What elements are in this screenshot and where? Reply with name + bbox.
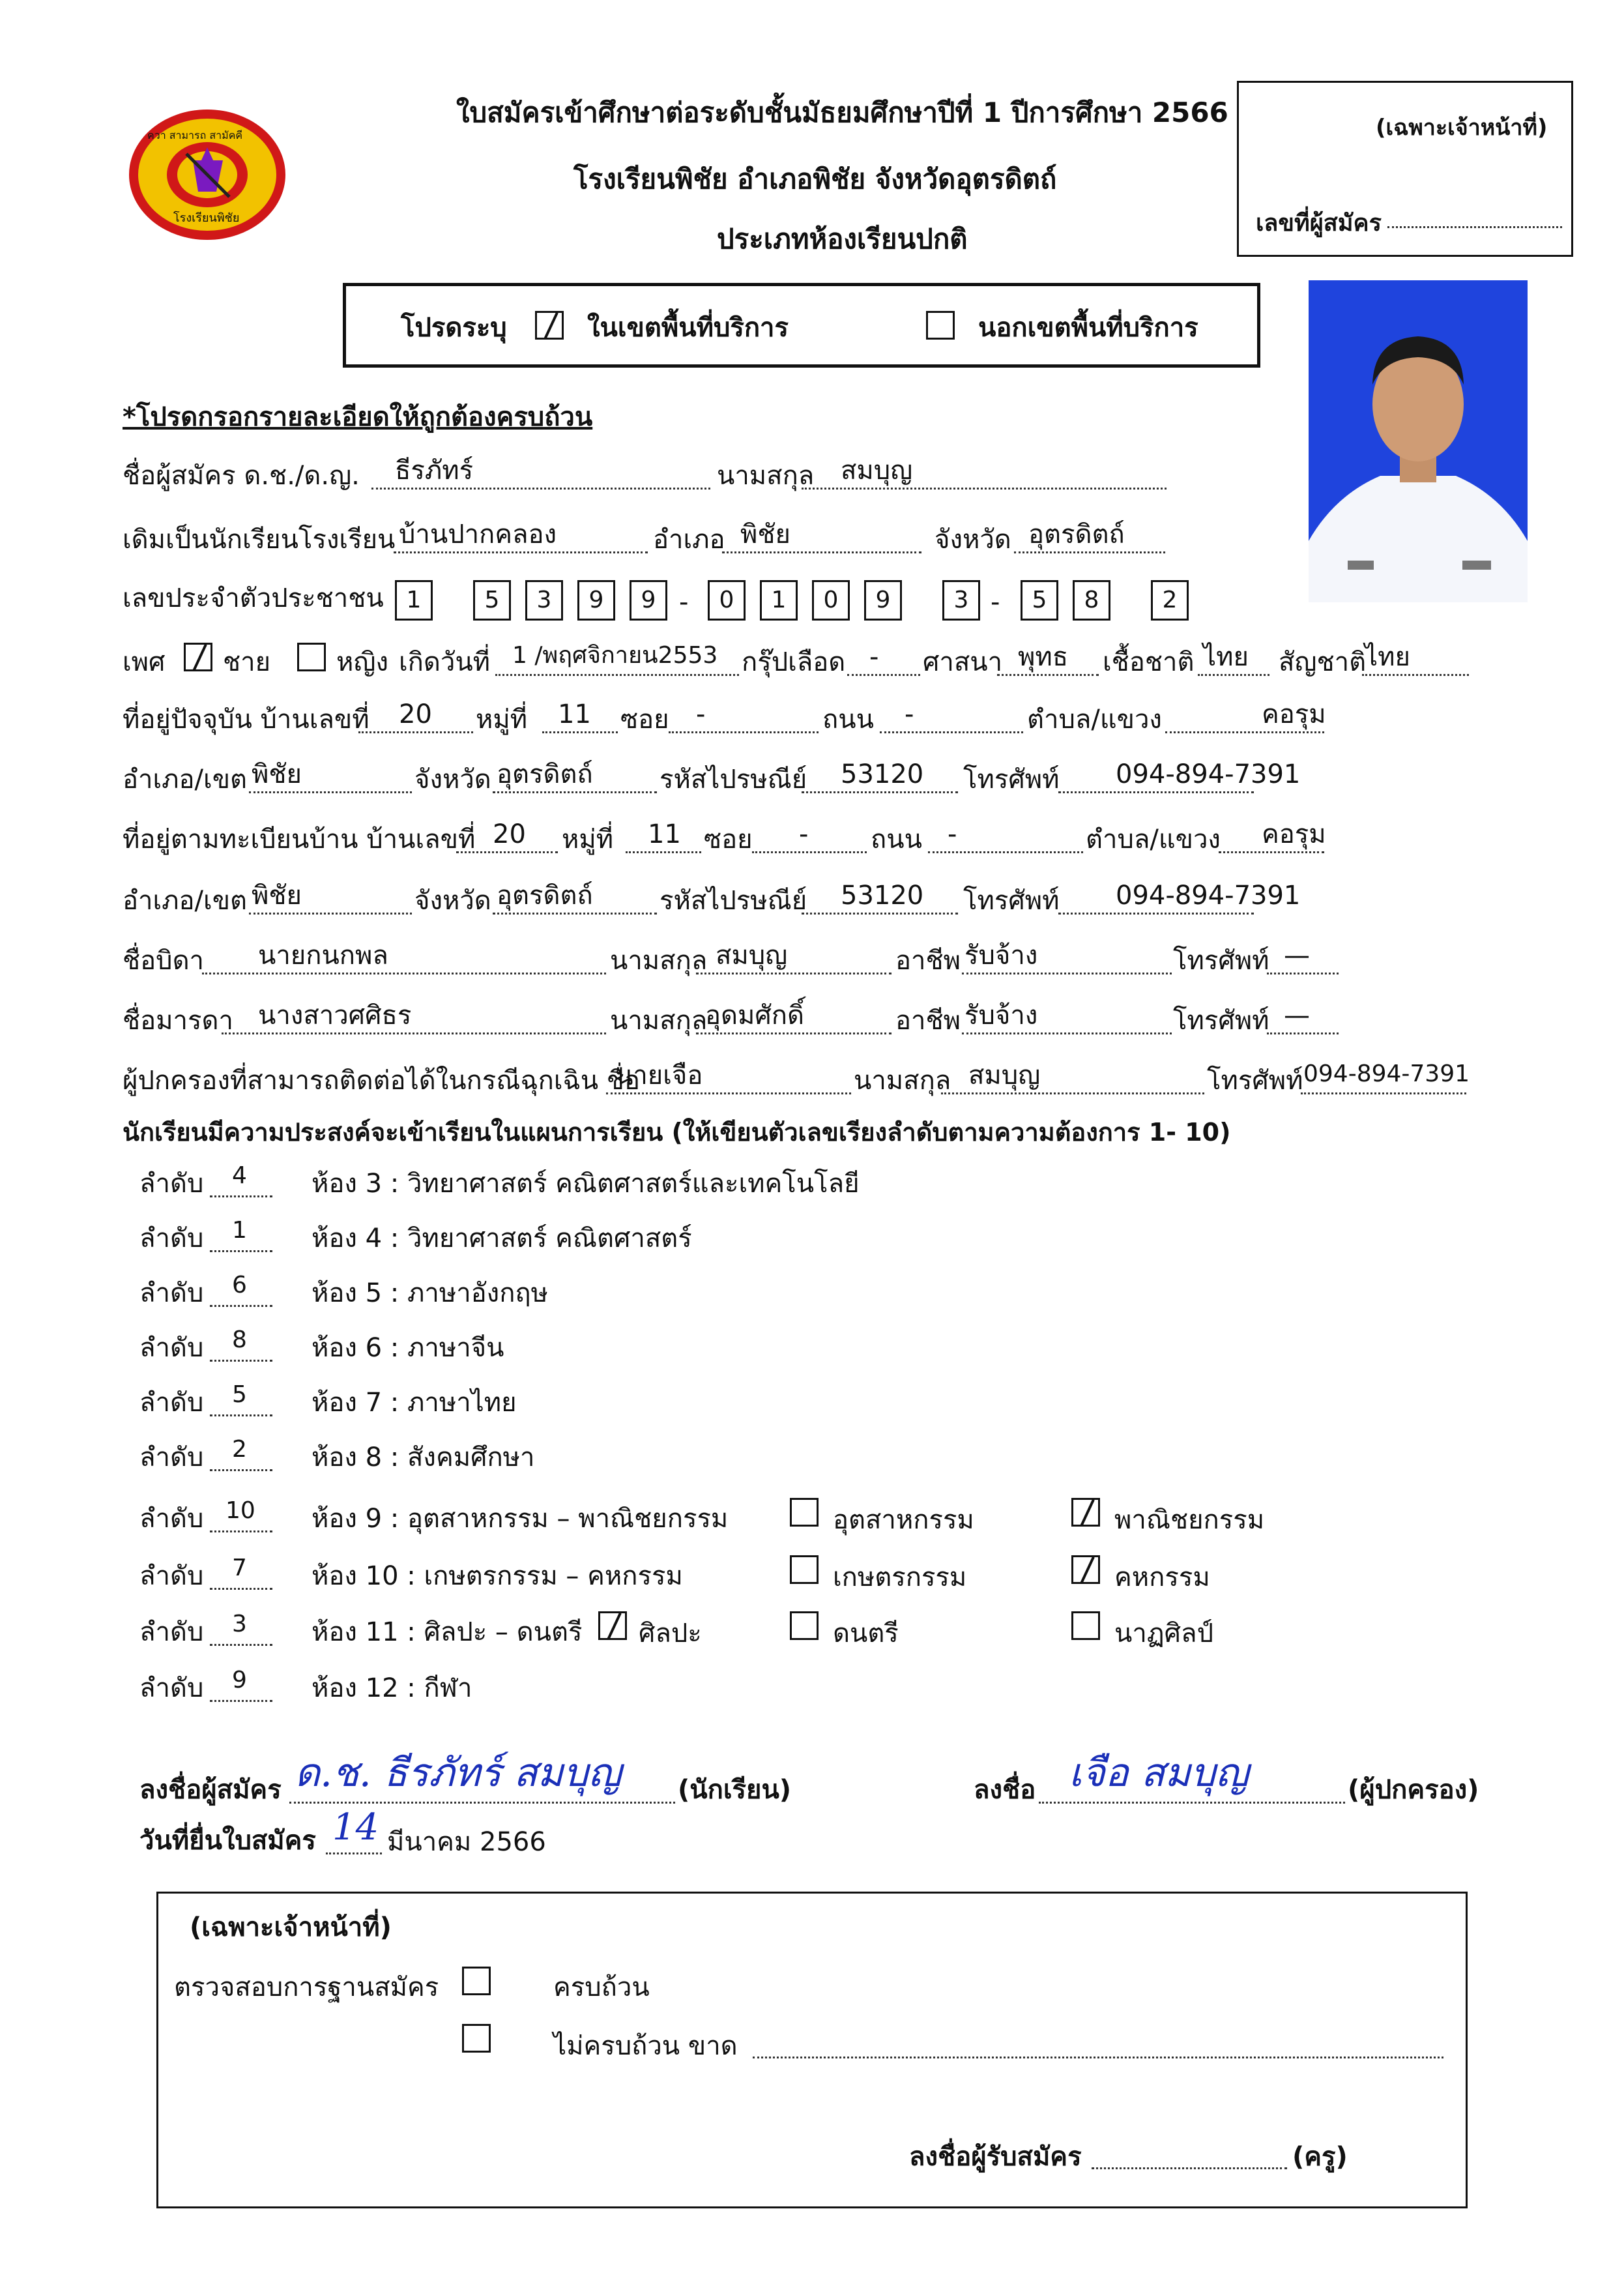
plan-rank-line bbox=[210, 1588, 272, 1590]
guardian-surname-line bbox=[941, 1092, 1204, 1094]
moo-label: หมู่ที่ bbox=[476, 705, 528, 735]
reg-addr-label: ที่อยู่ตามทะเบียนบ้าน บ้านเลขที่ bbox=[123, 825, 476, 855]
industry-checkbox[interactable] bbox=[790, 1498, 819, 1527]
agriculture-checkbox[interactable] bbox=[790, 1555, 819, 1584]
plan-rank-value[interactable]: 7 bbox=[232, 1555, 247, 1581]
plan-rank-line bbox=[210, 1530, 272, 1532]
reg-moo-line bbox=[626, 851, 701, 853]
female-checkbox[interactable] bbox=[297, 643, 326, 671]
district-label: อำเภอ bbox=[653, 525, 725, 555]
school-name: โรงเรียนพิชัย อำเภอพิชัย จังหวัดอุตรดิตถ์ bbox=[573, 163, 1057, 195]
blood-line bbox=[847, 674, 920, 676]
reg-prov-value[interactable]: อุตรดิตถ์ bbox=[497, 881, 593, 911]
applicant-no-label: เลขที่ผู้สมัคร bbox=[1256, 210, 1382, 237]
reg-prov-label: จังหวัด bbox=[414, 886, 491, 916]
dob-label: เกิดวันที่ bbox=[399, 647, 491, 677]
reg-tel-value[interactable]: 094-894-7391 bbox=[1116, 881, 1301, 911]
teacher-role-label: (ครู) bbox=[1292, 2142, 1348, 2172]
house-no-line bbox=[358, 731, 473, 733]
tambon-line bbox=[1165, 731, 1324, 733]
reg-moo-value[interactable]: 11 bbox=[648, 819, 681, 849]
guardian-tel-line bbox=[1301, 1092, 1466, 1094]
father-tel-value[interactable]: — bbox=[1284, 941, 1310, 971]
plan-order-label: ลำดับ bbox=[139, 1617, 204, 1647]
logo-bottom-text: โรงเรียนพิชัย bbox=[173, 211, 240, 225]
id-digit-2[interactable]: 5 bbox=[473, 580, 511, 621]
reg-tel-line bbox=[1058, 913, 1254, 915]
reg-road-value[interactable]: - bbox=[948, 819, 957, 849]
moo-line bbox=[542, 731, 618, 733]
id-label: เลขประจำตัวประชาชน bbox=[123, 583, 384, 613]
prov-line bbox=[493, 791, 657, 793]
father-value[interactable]: นายกนกพล bbox=[258, 941, 388, 971]
missing-items-line[interactable] bbox=[753, 2057, 1443, 2058]
reg-amphoe-line bbox=[249, 913, 412, 915]
plan-rank-line bbox=[210, 1305, 272, 1307]
zone-prefix: โปรดระบุ bbox=[401, 313, 507, 343]
father-occ-value[interactable]: รับจ้าง bbox=[964, 941, 1038, 971]
incomplete-label: ไม่ครบถ้วน ขาด bbox=[553, 2031, 738, 2061]
plan-order-label: ลำดับ bbox=[139, 1278, 204, 1308]
art-checkbox[interactable] bbox=[598, 1611, 627, 1640]
province-line bbox=[1014, 551, 1165, 553]
guardian-value[interactable]: นายเจือ bbox=[615, 1061, 703, 1091]
guardian-surname-label: นามสกุล bbox=[854, 1066, 951, 1096]
id-digit-1[interactable]: 1 bbox=[395, 580, 433, 621]
mother-tel-label: โทรศัพท์ bbox=[1173, 1006, 1269, 1036]
mother-value[interactable]: นางสาวศศิธร bbox=[258, 1001, 412, 1031]
plan-order-label: ลำดับ bbox=[139, 1223, 204, 1253]
id-separator-1: - bbox=[679, 587, 689, 617]
father-surname-label: นามสกุล bbox=[610, 946, 708, 976]
applicant-sign-label: ลงชื่อผู้สมัคร bbox=[139, 1775, 282, 1805]
plan-rank-value[interactable]: 6 bbox=[232, 1272, 247, 1298]
soi-value[interactable]: - bbox=[696, 699, 706, 729]
road-label: ถนน bbox=[822, 705, 874, 735]
soi-label: ซอย bbox=[620, 705, 669, 735]
dob-value[interactable]: 1 /พฤศจิกายน2553 bbox=[512, 642, 718, 669]
reg-house-no-value[interactable]: 20 bbox=[493, 819, 526, 849]
school-logo bbox=[128, 108, 287, 241]
reg-tel-label: โทรศัพท์ bbox=[963, 886, 1060, 916]
father-line bbox=[202, 973, 606, 974]
applicant-signature[interactable]: ด.ช. ธีรภัทร์ สมบุญ bbox=[295, 1750, 622, 1796]
applicant-sign-line bbox=[289, 1802, 675, 1804]
mother-label: ชื่อมารดา bbox=[123, 1006, 233, 1036]
prov-value[interactable]: อุตรดิตถ์ bbox=[497, 759, 593, 789]
zone-outside-label: นอกเขตพื้นที่บริการ bbox=[978, 313, 1198, 343]
guardian-role-label: (ผู้ปกครอง) bbox=[1348, 1775, 1479, 1805]
religion-label: ศาสนา bbox=[923, 647, 1003, 677]
reg-tambon-value[interactable]: คอรุม bbox=[1262, 819, 1326, 849]
plan-rank-line bbox=[210, 1644, 272, 1646]
plan-rank-value[interactable]: 10 bbox=[225, 1497, 255, 1524]
dance-label: นาฏศิลป์ bbox=[1114, 1618, 1213, 1648]
office-box-title: (เฉพาะเจ้าหน้าที่) bbox=[1376, 115, 1548, 141]
reg-house-no-line bbox=[456, 851, 558, 853]
mother-surname-label: นามสกุล bbox=[610, 1006, 708, 1036]
race-value[interactable]: ไทย bbox=[1203, 642, 1249, 672]
reg-tambon-label: ตำบล/แขวง bbox=[1086, 825, 1221, 855]
reg-prov-line bbox=[493, 913, 657, 915]
father-surname-value[interactable]: สมบุญ bbox=[716, 941, 788, 971]
reg-zip-value[interactable]: 53120 bbox=[841, 881, 924, 911]
check-docs-label: ตรวจสอบการฐานสมัคร bbox=[174, 1972, 439, 2002]
house-no-value[interactable]: 20 bbox=[399, 699, 432, 729]
mother-surname-line bbox=[696, 1032, 892, 1034]
plan-room-label: ห้อง 9 : อุตสาหกรรม – พาณิชยกรรม bbox=[312, 1504, 729, 1534]
prev-school-value[interactable]: บ้านปากคลอง bbox=[399, 520, 557, 549]
reg-moo-label: หมู่ที่ bbox=[562, 825, 614, 855]
reg-zip-label: รหัสไปรษณีย์ bbox=[660, 886, 807, 916]
reg-road-line bbox=[928, 851, 1083, 853]
id-digit-5[interactable]: 9 bbox=[630, 580, 667, 621]
nation-label: สัญชาติ bbox=[1279, 647, 1367, 677]
mother-tel-line bbox=[1267, 1032, 1339, 1034]
plan-order-label: ลำดับ bbox=[139, 1504, 204, 1534]
guardian-tel-value[interactable]: 094-894-7391 bbox=[1303, 1061, 1470, 1087]
road-line bbox=[880, 731, 1023, 733]
agriculture-label: เกษตรกรรม bbox=[833, 1562, 967, 1592]
father-label: ชื่อบิดา bbox=[123, 946, 204, 976]
receiver-sign-line[interactable] bbox=[1092, 2167, 1287, 2169]
tambon-label: ตำบล/แขวง bbox=[1027, 705, 1162, 735]
industry-label: อุตสาหกรรม bbox=[833, 1505, 974, 1535]
race-label: เชื้อชาติ bbox=[1103, 647, 1195, 677]
home-economics-checkbox[interactable] bbox=[1071, 1555, 1100, 1584]
plan-rank-line bbox=[210, 1250, 272, 1252]
plan-rank-value[interactable]: 4 bbox=[232, 1162, 247, 1189]
sex-label: เพศ bbox=[123, 647, 166, 677]
incomplete-checkbox[interactable] bbox=[462, 2024, 491, 2053]
amphoe-label: อำเภอ/เขต bbox=[123, 765, 248, 795]
reg-amphoe-label: อำเภอ/เขต bbox=[123, 886, 248, 916]
applicant-no-field[interactable] bbox=[1387, 226, 1562, 228]
date-label: วันที่ยื่นใบสมัคร bbox=[139, 1826, 316, 1856]
plan-order-label: ลำดับ bbox=[139, 1442, 204, 1472]
zip-label: รหัสไปรษณีย์ bbox=[660, 765, 807, 795]
plan-order-label: ลำดับ bbox=[139, 1673, 204, 1703]
soi-line bbox=[669, 731, 819, 733]
name-label: ชื่อผู้สมัคร ด.ช./ด.ญ. bbox=[123, 461, 360, 491]
commerce-checkbox[interactable] bbox=[1071, 1498, 1100, 1527]
footer-office-box bbox=[156, 1892, 1468, 2208]
music-checkbox[interactable] bbox=[790, 1611, 819, 1640]
id-digit-7[interactable]: 1 bbox=[760, 580, 798, 621]
religion-value[interactable]: พุทธ bbox=[1018, 642, 1069, 672]
reg-soi-line bbox=[752, 851, 867, 853]
reg-amphoe-value[interactable]: พิชัย bbox=[252, 881, 302, 911]
prov-label: จังหวัด bbox=[414, 765, 491, 795]
zone-box bbox=[343, 283, 1260, 368]
commerce-label: พาณิชยกรรม bbox=[1114, 1505, 1265, 1535]
district-value[interactable]: พิชัย bbox=[740, 520, 790, 549]
plan-room-label: ห้อง 3 : วิทยาศาสตร์ คณิตศาสตร์และเทคโนโลยี bbox=[312, 1169, 860, 1199]
plan-rank-value[interactable]: 2 bbox=[232, 1436, 247, 1463]
date-rest: มีนาคม 2566 bbox=[387, 1827, 546, 1857]
plan-room-label: ห้อง 5 : ภาษาอังกฤษ bbox=[312, 1278, 549, 1308]
father-tel-label: โทรศัพท์ bbox=[1173, 946, 1269, 976]
plan-room-label: ห้อง 4 : วิทยาศาสตร์ คณิตศาสตร์ bbox=[312, 1223, 692, 1253]
id-digit-4[interactable]: 9 bbox=[577, 580, 615, 621]
plan-rank-line bbox=[210, 1195, 272, 1197]
plan-rank-line bbox=[210, 1700, 272, 1702]
guardian-sign-line bbox=[1039, 1802, 1345, 1804]
plan-rank-value[interactable]: 1 bbox=[232, 1217, 247, 1244]
plan-rank-value[interactable]: 8 bbox=[232, 1326, 247, 1353]
id-digit-13[interactable]: 2 bbox=[1151, 580, 1189, 621]
reg-soi-label: ซอย bbox=[704, 825, 753, 855]
surname-label: นามสกุล bbox=[717, 461, 815, 491]
nation-line bbox=[1362, 674, 1469, 676]
plan-rank-line bbox=[210, 1360, 272, 1362]
zip-value[interactable]: 53120 bbox=[841, 759, 924, 789]
plan-order-label: ลำดับ bbox=[139, 1333, 204, 1363]
surname-line bbox=[802, 488, 1167, 490]
mother-occ-line bbox=[962, 1032, 1172, 1034]
page-title: ใบสมัครเข้าศึกษาต่อระดับชั้นมัธยมศึกษาปีที่ 1 ปีการศึกษา 2566 bbox=[456, 96, 1228, 128]
plan-room-label: ห้อง 7 : ภาษาไทย bbox=[312, 1388, 517, 1418]
male-label: ชาย bbox=[223, 647, 271, 677]
reg-tambon-line bbox=[1219, 851, 1324, 853]
name-line bbox=[371, 488, 710, 490]
district-line bbox=[722, 551, 921, 553]
mother-surname-value[interactable]: อุดมศักดิ์ bbox=[705, 1001, 804, 1031]
amphoe-value[interactable]: พิชัย bbox=[252, 759, 302, 789]
dob-line bbox=[495, 674, 739, 676]
plan-room-label: ห้อง 10 : เกษตรกรรม – คหกรรม bbox=[312, 1561, 683, 1591]
plan-rank-value[interactable]: 5 bbox=[232, 1381, 247, 1408]
dance-checkbox[interactable] bbox=[1071, 1611, 1100, 1640]
id-digit-3[interactable]: 3 bbox=[525, 580, 563, 621]
receiver-sign-label: ลงชื่อผู้รับสมัคร bbox=[909, 2142, 1082, 2172]
home-economics-label: คหกรรม bbox=[1114, 1562, 1210, 1592]
plan-room-label: ห้อง 11 : ศิลปะ – ดนตรี bbox=[312, 1617, 583, 1647]
plan-rank-value[interactable]: 9 bbox=[232, 1667, 247, 1693]
father-surname-line bbox=[696, 973, 892, 974]
female-label: หญิง bbox=[336, 647, 388, 677]
blood-label: กรุ๊ปเลือด bbox=[742, 647, 846, 677]
reg-zip-line bbox=[802, 913, 958, 915]
tel-line bbox=[1058, 791, 1254, 793]
art-label: ศิลปะ bbox=[639, 1618, 702, 1648]
plan-room-label: ห้อง 12 : กีฬา bbox=[312, 1673, 472, 1703]
id-separator-2: - bbox=[991, 587, 1000, 617]
surname-value[interactable]: สมบุญ bbox=[841, 456, 913, 486]
father-occ-label: อาชีพ bbox=[895, 946, 961, 976]
office-box bbox=[1237, 81, 1573, 257]
guardian-sign-label: ลงชื่อ bbox=[974, 1775, 1036, 1805]
plan-order-label: ลำดับ bbox=[139, 1169, 204, 1199]
applicant-photo bbox=[1309, 280, 1528, 602]
father-occ-line bbox=[962, 973, 1172, 974]
tambon-value[interactable]: คอรุม bbox=[1262, 699, 1326, 729]
plan-room-label: ห้อง 8 : สังคมศึกษา bbox=[312, 1442, 535, 1472]
instruction-text: *โปรดกรอกรายละเอียดให้ถูกต้องครบถ้วน bbox=[123, 402, 593, 432]
reg-soi-value[interactable]: - bbox=[799, 819, 809, 849]
plan-order-label: ลำดับ bbox=[139, 1561, 204, 1591]
addr-label: ที่อยู่ปัจจุบัน บ้านเลขที่ bbox=[123, 705, 370, 735]
footer-title: (เฉพาะเจ้าหน้าที่) bbox=[190, 1912, 392, 1942]
plan-rank-value[interactable]: 3 bbox=[232, 1611, 247, 1637]
zone-inside-checkbox[interactable] bbox=[535, 311, 564, 340]
guardian-signature[interactable]: เจือ สมบุญ bbox=[1069, 1750, 1249, 1796]
id-digit-8[interactable]: 0 bbox=[812, 580, 850, 621]
religion-line bbox=[997, 674, 1099, 676]
guardian-tel-label: โทรศัพท์ bbox=[1207, 1066, 1303, 1096]
moo-value[interactable]: 11 bbox=[558, 699, 591, 729]
prev-school-line bbox=[394, 551, 648, 553]
blood-value[interactable]: - bbox=[869, 642, 879, 672]
reg-road-label: ถนน bbox=[871, 825, 922, 855]
guardian-surname-value[interactable]: สมบุญ bbox=[968, 1061, 1041, 1091]
class-type: ประเภทห้องเรียนปกติ bbox=[717, 223, 968, 255]
province-value[interactable]: อุตรดิตถ์ bbox=[1028, 520, 1125, 549]
plan-rank-line bbox=[210, 1414, 272, 1416]
complete-label: ครบถ้วน bbox=[553, 1972, 650, 2002]
mother-tel-value[interactable]: — bbox=[1284, 1001, 1310, 1031]
nation-value[interactable]: ไทย bbox=[1365, 642, 1410, 672]
id-digit-11[interactable]: 5 bbox=[1021, 580, 1058, 621]
complete-checkbox[interactable] bbox=[462, 1967, 491, 1995]
mother-line bbox=[222, 1032, 606, 1034]
date-day-line bbox=[326, 1852, 382, 1854]
zone-outside-checkbox[interactable] bbox=[926, 311, 955, 340]
tel-value[interactable]: 094-894-7391 bbox=[1116, 759, 1301, 789]
mother-occ-label: อาชีพ bbox=[895, 1006, 961, 1036]
mother-occ-value[interactable]: รับจ้าง bbox=[964, 1001, 1038, 1031]
amphoe-line bbox=[249, 791, 412, 793]
male-checkbox[interactable] bbox=[184, 643, 212, 671]
guardian-line bbox=[606, 1092, 851, 1094]
id-digit-9[interactable]: 9 bbox=[864, 580, 902, 621]
zone-inside-label: ในเขตพื้นที่บริการ bbox=[587, 313, 789, 343]
province-label: จังหวัด bbox=[935, 525, 1011, 555]
id-digit-12[interactable]: 8 bbox=[1073, 580, 1110, 621]
name-value[interactable]: ธีรภัทร์ bbox=[395, 456, 474, 486]
tel-label: โทรศัพท์ bbox=[963, 765, 1060, 795]
road-value[interactable]: - bbox=[905, 699, 914, 729]
plan-heading: นักเรียนมีความประสงค์จะเข้าเรียนในแผนการเรียน (ให้เขียนตัวเลขเรียงลำดับตามความต้องการ 1- 10) bbox=[123, 1118, 1231, 1147]
plan-room-label: ห้อง 6 : ภาษาจีน bbox=[312, 1333, 504, 1363]
race-line bbox=[1198, 674, 1269, 676]
id-digit-10[interactable]: 3 bbox=[942, 580, 980, 621]
guardian-label: ผู้ปกครองที่สามารถติดต่อได้ในกรณีฉุกเฉิน ชื่อ bbox=[123, 1066, 640, 1096]
music-label: ดนตรี bbox=[833, 1618, 899, 1648]
logo-top-text: ควา สามารถ สามัคคี bbox=[147, 129, 243, 141]
student-role-label: (นักเรียน) bbox=[678, 1775, 792, 1805]
date-day-value[interactable]: 14 bbox=[332, 1806, 379, 1849]
zip-line bbox=[802, 791, 958, 793]
id-digit-6[interactable]: 0 bbox=[708, 580, 746, 621]
plan-rank-line bbox=[210, 1469, 272, 1471]
father-tel-line bbox=[1267, 973, 1339, 974]
prev-school-label: เดิมเป็นนักเรียนโรงเรียน bbox=[123, 525, 396, 555]
plan-order-label: ลำดับ bbox=[139, 1388, 204, 1418]
